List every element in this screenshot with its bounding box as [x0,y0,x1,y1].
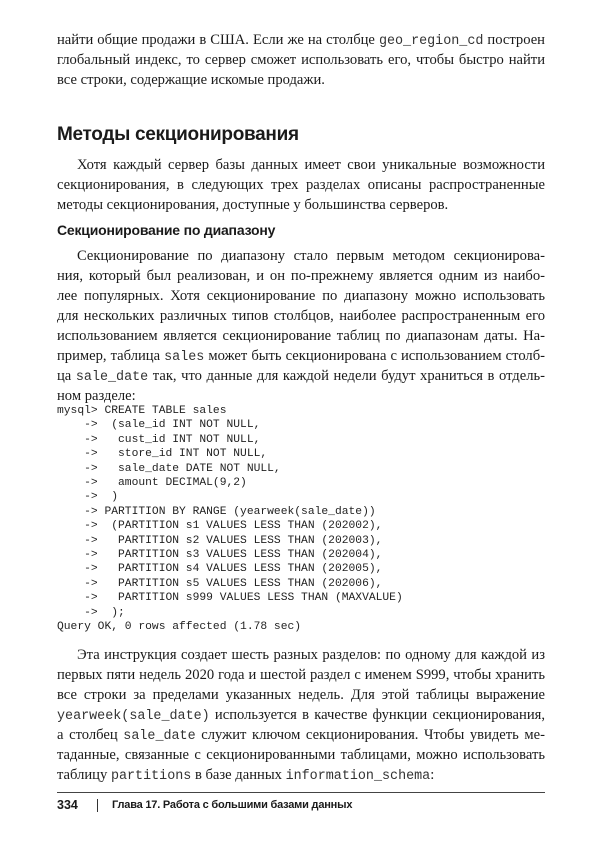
inline-code: geo_region_cd [378,34,484,49]
subsection-heading: Секционирование по диапазону [57,222,276,238]
text-run: пример, таблица [57,348,165,364]
text-line [57,50,545,70]
text-run: секционирования, в следующих трех разделах описаны распространенные [57,177,545,193]
text-line [57,685,545,705]
text-line [57,705,545,725]
footer-divider [97,799,98,812]
text-run: ца [57,368,76,384]
text-line [57,765,545,785]
text-run: лее популярных. Хотя секционирование по диапазону можно использовать [57,288,545,304]
text-run: таблицу [57,767,111,783]
inline-code: information_schema [285,769,431,784]
text-run: ния, который был реализован, и он по-прежнему является одним из наибо- [57,268,545,284]
page-footer [57,792,545,812]
text-line [57,386,545,406]
text-line [57,286,545,306]
paragraph [57,645,545,785]
inline-code: sales [164,350,205,365]
paragraph [57,30,545,90]
text-run: таданные, связанные с секционированными таблицами, можно использовать [57,747,545,763]
text-line [57,30,545,50]
inline-code: yearweek(sale_date) [57,709,210,724]
text-run: Эта инструкция создает шесть разных разделов: по одному для каждой из [77,647,545,663]
text-run: глобальный индекс, то сервер сможет использовать его, чтобы быстро найти [57,52,545,68]
text-line [57,366,545,386]
text-run: так, что данные для каждой недели будут храниться в отдель- [148,368,546,384]
inline-code: partitions [110,769,192,784]
text-line [57,195,545,215]
text-run: для нескольких различных типов столбцов, наиболее распространенным его [57,308,545,324]
section-heading: Методы секционирования [57,124,299,145]
text-line [57,246,545,266]
inline-code: sale_date [75,370,149,385]
text-line [57,155,545,175]
text-line [57,70,545,90]
paragraph [57,246,545,406]
text-line [57,266,545,286]
text-line [57,306,545,326]
text-line [57,745,545,765]
text-line [57,665,545,685]
text-run: может быть секционирована с использованием столб- [204,348,545,364]
text-run: Хотя каждый сервер базы данных имеет свои уникальные возможности [77,157,545,173]
text-run: первых пяти недель 2020 года и шестой раздел с именем S999, чтобы хранить [57,667,545,683]
text-line [57,175,545,195]
text-line [57,645,545,665]
text-run: а столбец [57,727,124,743]
text-run: методы секционирования, доступные у большинства серверов. [57,197,449,213]
text-run: все строки за пределами указанных недель. Для этой таблицы выражение [57,687,545,703]
text-run: используется в качестве функции секционирования, [209,707,545,723]
page-number: 334 [57,798,78,812]
text-run: использованием является секционирование таблиц по диапазонам даты. На- [57,328,545,344]
text-run: построен [483,32,545,48]
text-run: найти общие продажи в США. Если же на столбце [57,32,379,48]
text-run: Секционирование по диапазону стало первым методом секционирова- [77,248,545,264]
text-run: все строки, содержащие искомые продажи. [57,72,325,88]
text-run: : [430,767,435,783]
text-line [57,346,545,366]
inline-code: sale_date [123,729,196,744]
text-run: служит ключом секционирования. Чтобы увидеть ме- [195,727,545,743]
paragraph [57,155,545,215]
code-listing: mysql> CREATE TABLE sales -> (sale_id INT NOT NULL, -> cust_id INT NOT NULL, -> store_id INT NOT NULL, -> sale_date DATE NOT NULL, -> amount DECIMAL(9,2) -> ) -> PARTITION BY RANGE (yearweek(sale_date)) -> (PARTITION s1 VALUES LESS THAN (202002), -> PARTITION s2 VALUES LESS THAN (202003), -> PARTITION s3 VALUES LESS THAN (202004), -> PARTITION s4 VALUES LESS THAN (202005), -> PARTITION s5 VALUES LESS THAN (202006), -> PARTITION s999 VALUES LESS THAN (MAXVALUE) -> ); Query OK, 0 rows affected (1.78 sec) [57,405,403,634]
text-run: ном разделе: [57,388,136,404]
chapter-title: Глава 17. Работа с большими базами данных [112,799,353,811]
text-line [57,725,545,745]
text-line [57,326,545,346]
text-run: в базе данных [191,767,286,783]
